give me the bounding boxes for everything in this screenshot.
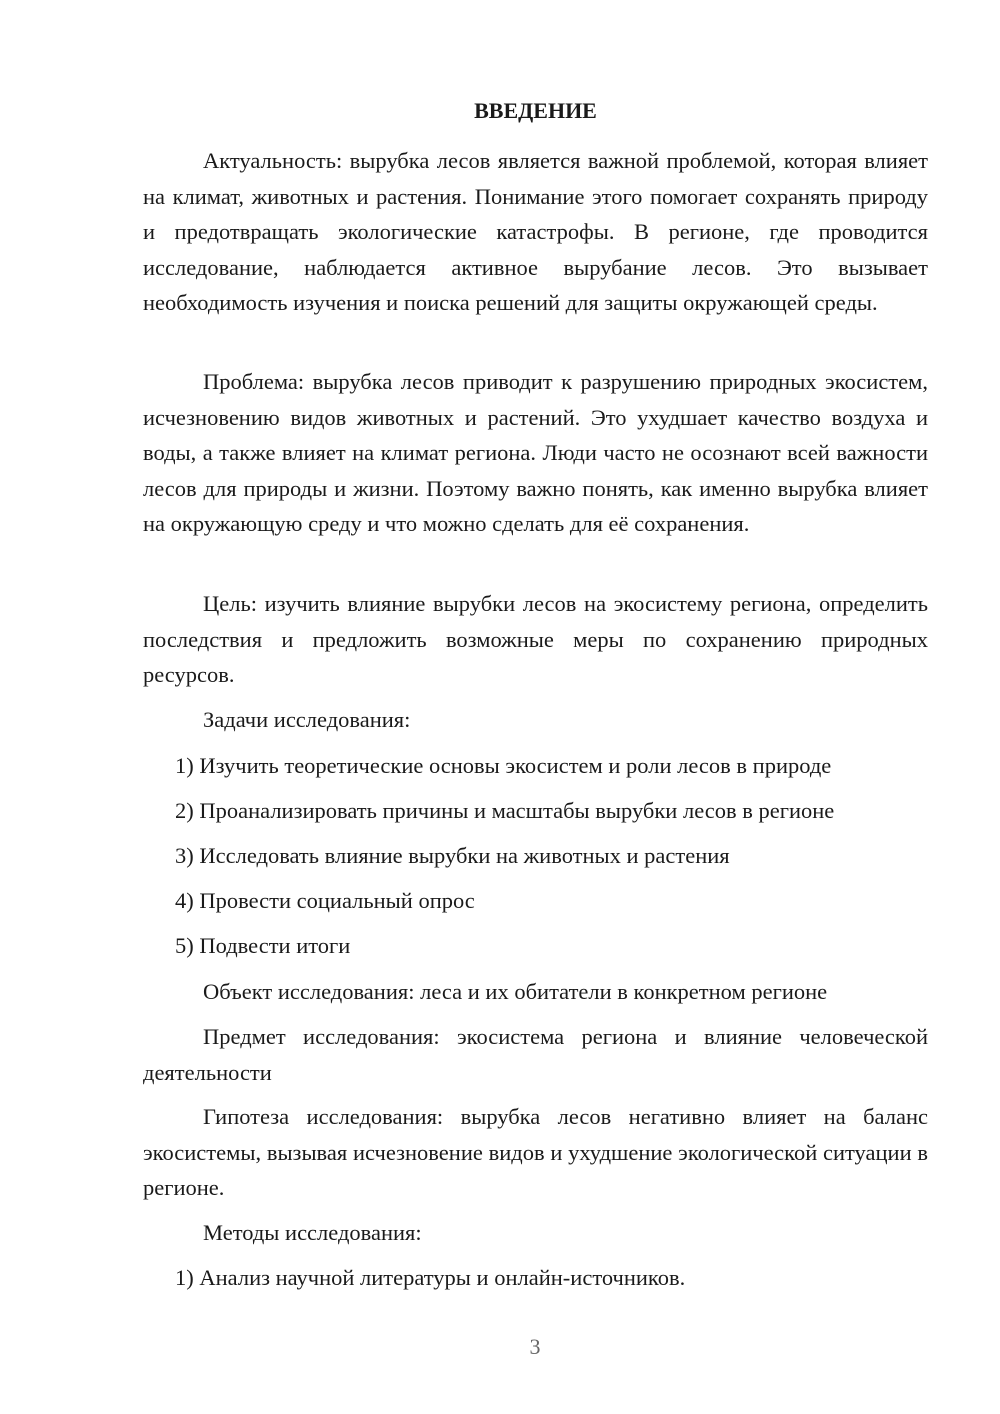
task-item: 4) Провести социальный опрос: [175, 888, 475, 913]
paragraph-problem: Проблема: вырубка лесов приводит к разрушению природных экосистем, исчезновению видов животных и растений. Это ухудшает качество воздуха и воды, а также влияет на климат региона. Люди часто не осознают всей важности лесов для природы и жизни. Поэтому важно понять, как именно вырубка влияет на окружающую среду и что можно сделать для её сохранения.: [143, 369, 928, 536]
paragraph-goal: Цель: изучить влияние вырубки лесов на экосистему региона, определить последствия и предложить возможные меры по сохранению природных ресурсов.: [143, 591, 928, 687]
page-number: 3: [529, 1334, 541, 1359]
task-item: 3) Исследовать влияние вырубки на животных и растения: [175, 843, 730, 868]
paragraph-subject: Предмет исследования: экосистема региона и влияние человеческой деятельности: [143, 1024, 928, 1085]
tasks-heading: Задачи исследования:: [203, 707, 411, 732]
methods-heading: Методы исследования:: [203, 1220, 422, 1245]
task-item: 1) Изучить теоретические основы экосистем и роли лесов в природе: [175, 753, 832, 778]
page-title: ВВЕДЕНИЕ: [474, 98, 597, 123]
paragraph-object: Объект исследования: леса и их обитатели в конкретном регионе: [203, 979, 828, 1004]
paragraph-relevance: Актуальность: вырубка лесов является важной проблемой, которая влияет на климат, животных и растения. Понимание этого помогает сохранять природу и предотвращать экологические катастрофы. В регионе, где проводится исследование, наблюдается активное вырубание лесов. Это вызывает необходимость изучения и поиска решений для защиты окружающей среды.: [143, 148, 928, 315]
task-item: 2) Проанализировать причины и масштабы вырубки лесов в регионе: [175, 798, 835, 823]
paragraph-hypothesis: Гипотеза исследования: вырубка лесов негативно влияет на баланс экосистемы, вызывая исчезновение видов и ухудшение экологической ситуации в регионе.: [143, 1104, 928, 1200]
task-item: 5) Подвести итоги: [175, 933, 351, 958]
method-item: 1) Анализ научной литературы и онлайн-источников.: [175, 1265, 686, 1290]
